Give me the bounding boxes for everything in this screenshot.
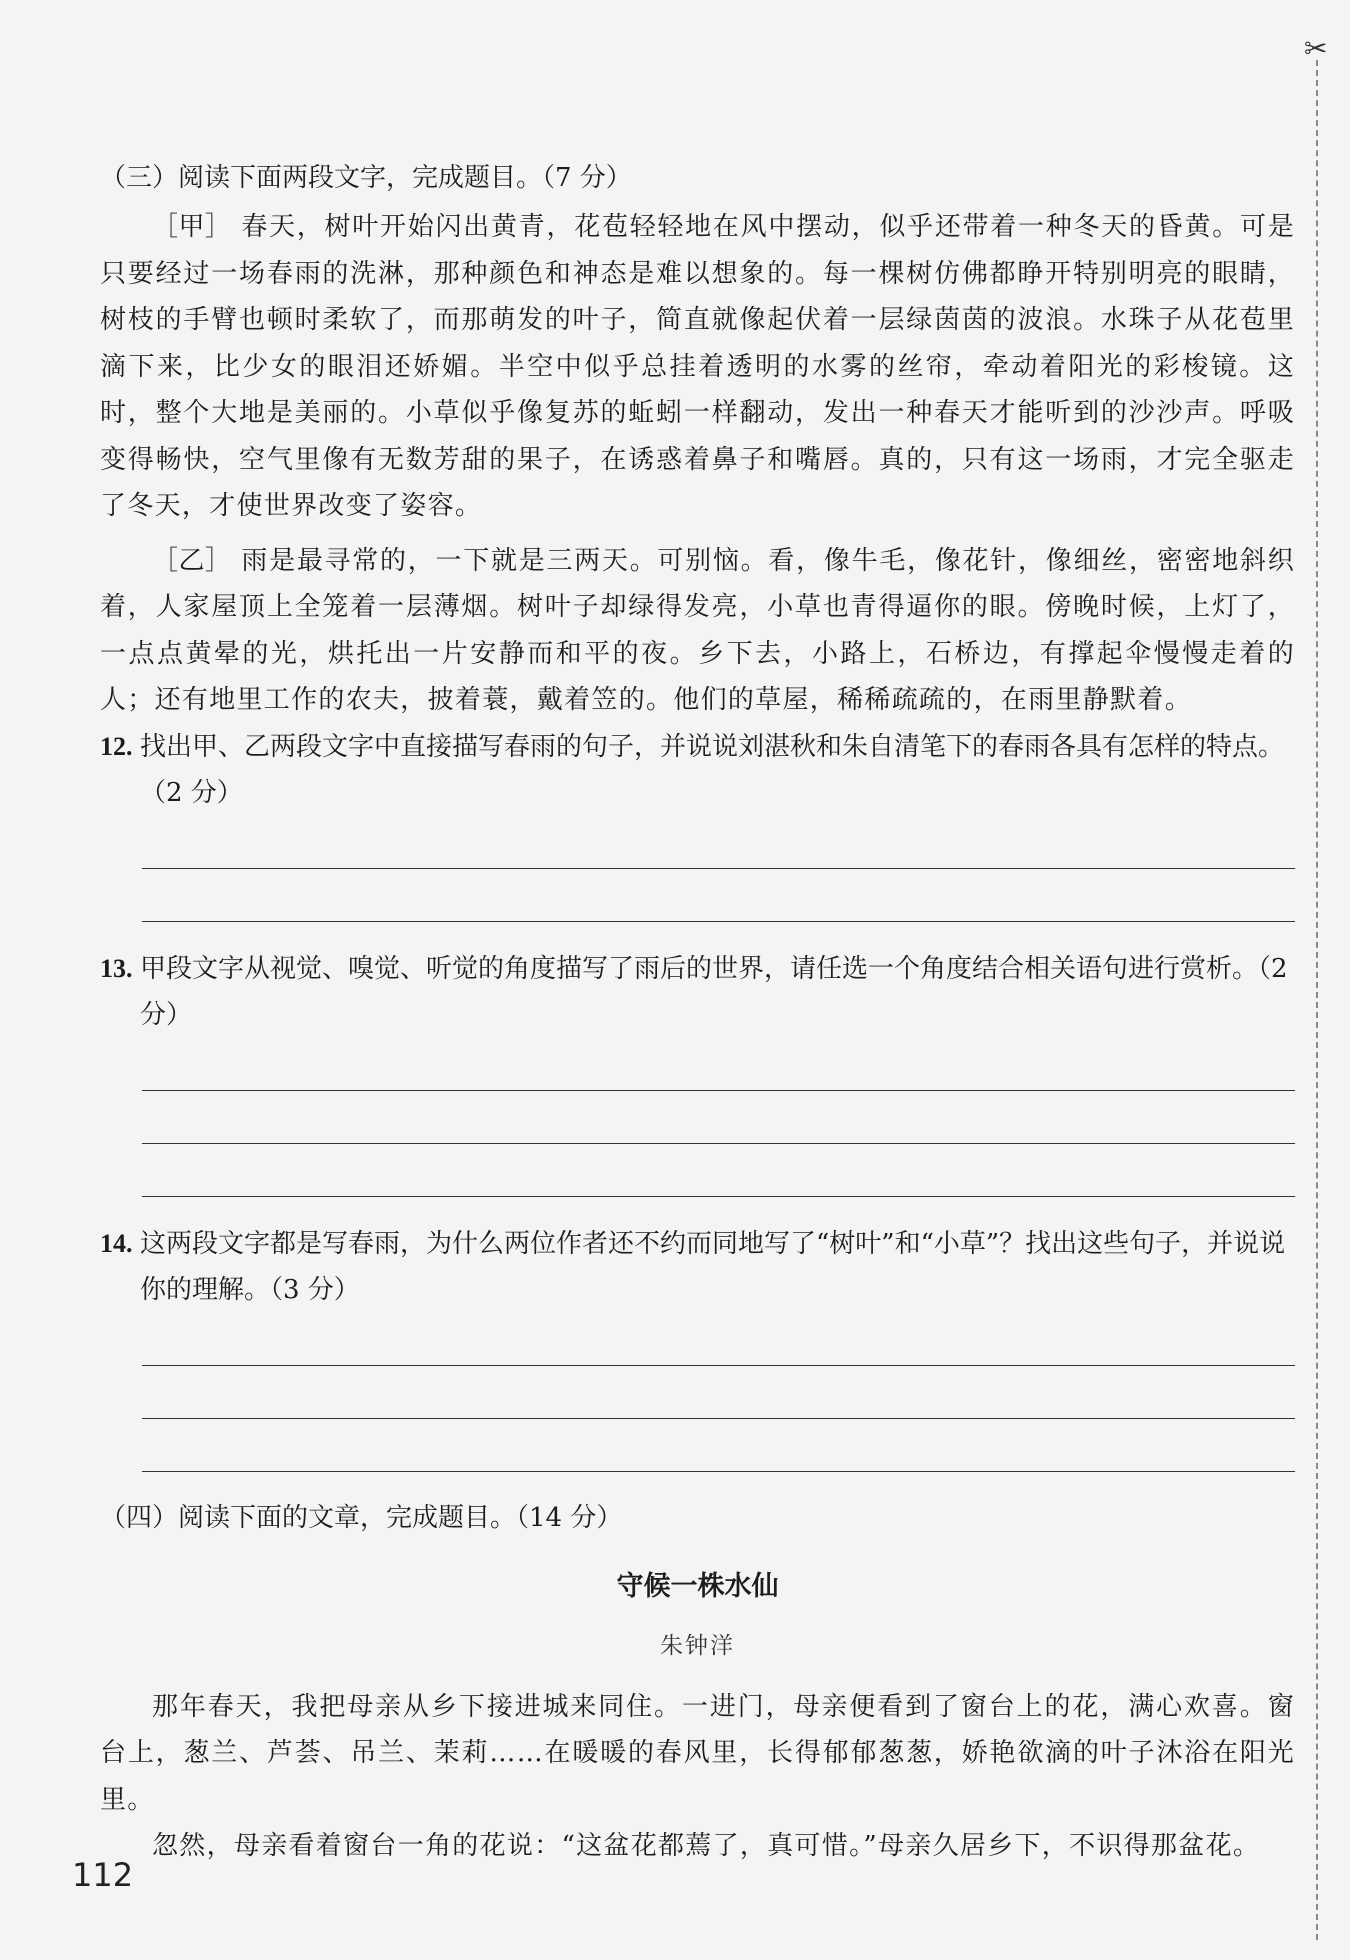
- answer-lines-12: [142, 816, 1295, 922]
- scissors-icon: ✂: [1304, 32, 1328, 65]
- answer-line[interactable]: [142, 869, 1295, 922]
- passage-yi-text: 雨是最寻常的，一下就是三两天。可别恼。看，像牛毛，像花针，像细丝，密密地斜织着，人家屋顶上全笼着一层薄烟。树叶子却绿得发亮，小草也青得逼你的眼。傍晚时候，上灯了，一点点黄晕的光，烘托出一片安静而和平的夜。乡下去，小路上，石桥边，有撑起伞慢慢走着的人；还有地里工作的农夫，披着蓑，戴着笠的。他们的草屋，稀稀疏疏的，在雨里静默着。: [100, 545, 1295, 715]
- passage-yi-tag: ［乙］: [152, 545, 232, 576]
- page-number: 112: [72, 1856, 134, 1894]
- answer-line[interactable]: [142, 816, 1295, 869]
- answer-line[interactable]: [142, 1144, 1295, 1197]
- question-text: 这两段文字都是写春雨，为什么两位作者还不约而同地写了“树叶”和“小草”？找出这些句子，并说说你的理解。（3 分）: [140, 1228, 1286, 1305]
- question-text: 甲段文字从视觉、嗅觉、听觉的角度描写了雨后的世界，请任选一个角度结合相关语句进行赏析。（2 分）: [140, 953, 1288, 1030]
- passage-jia-tag: ［甲］: [152, 212, 232, 242]
- article-title: 守候一株水仙: [616, 1570, 779, 1602]
- article-author: 朱钟洋: [660, 1632, 735, 1659]
- article-paragraph-1: 那年春天，我把母亲从乡下接进城来同住。一进门，母亲便看到了窗台上的花，满心欢喜。窗台上，葱兰、芦荟、吊兰、茉莉……在暖暖的春风里，长得郁郁葱葱，娇艳欲滴的叶子沐浴在阳光里。: [100, 1691, 1295, 1815]
- section4-heading: （四）阅读下面的文章，完成题目。（14 分）: [100, 1502, 623, 1533]
- question-number: 12.: [100, 731, 133, 761]
- page-content: [100, 158, 1295, 1870]
- question-13: [100, 946, 1295, 1038]
- passage-jia-text: 春天，树叶开始闪出黄青，花苞轻轻地在风中摆动，似乎还带着一种冬天的昏黄。可是只要经过一场春雨的洗淋，那种颜色和神态是难以想象的。每一棵树仿佛都睁开特别明亮的眼睛，树枝的手臂也顿时柔软了，而那萌发的叶子，简直就像起伏着一层绿茵茵的波浪。水珠子从花苞里滴下来，比少女的眼泪还娇媚。半空中似乎总挂着透明的水雾的丝帘，牵动着阳光的彩梭镜。这时，整个大地是美丽的。小草似乎像复苏的蚯蚓一样翻动，发出一种春天才能听到的沙沙声。呼吸变得畅快，空气里像有无数芳甜的果子，在诱惑着鼻子和嘴唇。真的，只有这一场雨，才完全驱走了冬天，才使世界改变了姿容。: [100, 212, 1295, 521]
- passage-yi: [100, 538, 1295, 724]
- question-14: [100, 1221, 1295, 1313]
- answer-line[interactable]: [142, 1313, 1295, 1366]
- question-number: 14.: [100, 1228, 133, 1258]
- cut-line: [1316, 60, 1318, 1940]
- answer-line[interactable]: [142, 1038, 1295, 1091]
- answer-line[interactable]: [142, 1419, 1295, 1472]
- question-text: 找出甲、乙两段文字中直接描写春雨的句子，并说说刘湛秋和朱自清笔下的春雨各具有怎样的特点。（2 分）: [140, 731, 1285, 808]
- answer-lines-13: [142, 1038, 1295, 1197]
- answer-line[interactable]: [142, 1366, 1295, 1419]
- article-paragraph-2: 忽然，母亲看着窗台一角的花说：“这盆花都蔫了，真可惜。”母亲久居乡下，不识得那盆花。: [152, 1831, 1261, 1861]
- answer-line[interactable]: [142, 1091, 1295, 1144]
- question-number: 13.: [100, 953, 133, 983]
- passage-jia: [100, 204, 1295, 530]
- section3-heading: （三）阅读下面两段文字，完成题目。（7 分）: [100, 163, 632, 193]
- answer-lines-14: [142, 1313, 1295, 1472]
- question-12: [100, 724, 1295, 816]
